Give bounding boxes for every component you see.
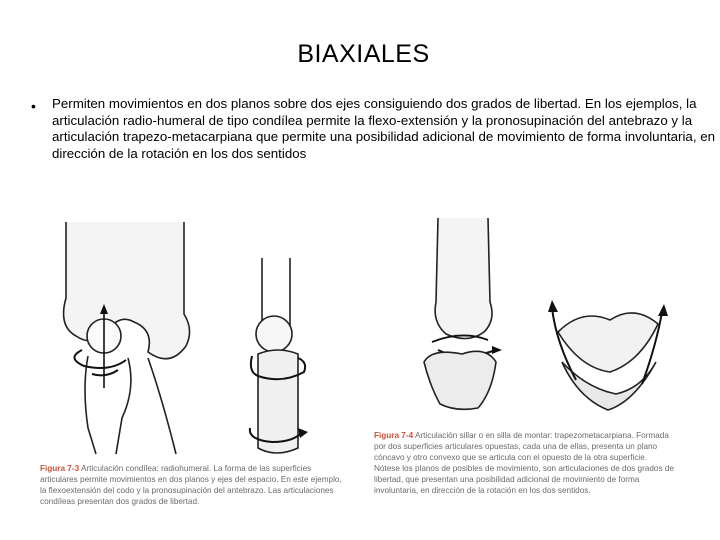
trapezometacarpal-illustration <box>372 212 677 427</box>
figure-trapezometacarpal <box>372 212 677 498</box>
figure-right-label: Figura 7-4 <box>374 431 414 440</box>
saddle-surface-upper <box>558 313 658 372</box>
trapezium-bone <box>424 351 496 409</box>
figure-right-caption-text: Articulación sillar o en silla de montar: trapezometacarpiana. Formada por dos superficies articulares opuestas, cada una de ellas, presenta un plano cóncavo y otro convexo que se articula con el opuesto de la otra superficie. Nótese los planos de posibles de movimiento, son articulaciones de dos grados de libertad, que presentan una posibilidad adicional de movimiento de forma involuntaria, en dirección de la rotación en los dos sentidos. <box>374 431 674 495</box>
figure-left-caption <box>40 463 346 507</box>
radius-sketch <box>258 350 298 453</box>
ulna-bone <box>116 358 131 454</box>
figure-radiohumeral <box>36 218 350 518</box>
figure-right-caption <box>374 430 674 496</box>
humerus-bone <box>64 222 190 359</box>
figure-left-caption-text: Articulación condílea: radiohumeral. La forma de las superficies articulares permite movimientos en dos planos y ejes del espacio. En este ejemplo, la flexoextensión del codo y la pronosupinación del antebrazo. Las articulaciones condíleas presentan dos grados de libertad. <box>40 464 342 506</box>
bullet-paragraph: Permiten movimientos en dos planos sobre dos ejes consiguiendo dos grados de libertad. En los ejemplos, la articulación radio-humeral de tipo condílea permite la flexo-extensión y la pronosupinación del antebrazo y la articulación trapezo-metacarpiana que permite una posibilidad adicional de movimiento de forma involuntaria, en dirección de la rotación en los dos sentidos <box>52 96 716 162</box>
radius-bone <box>85 356 96 454</box>
slide-title: BIAXIALES <box>297 40 430 68</box>
figure-left-label: Figura 7-3 <box>40 464 80 473</box>
metacarpal-bone <box>435 218 492 339</box>
condyle-sketch <box>256 316 292 352</box>
radiohumeral-illustration <box>36 218 350 458</box>
bullet-marker: • <box>31 98 36 114</box>
